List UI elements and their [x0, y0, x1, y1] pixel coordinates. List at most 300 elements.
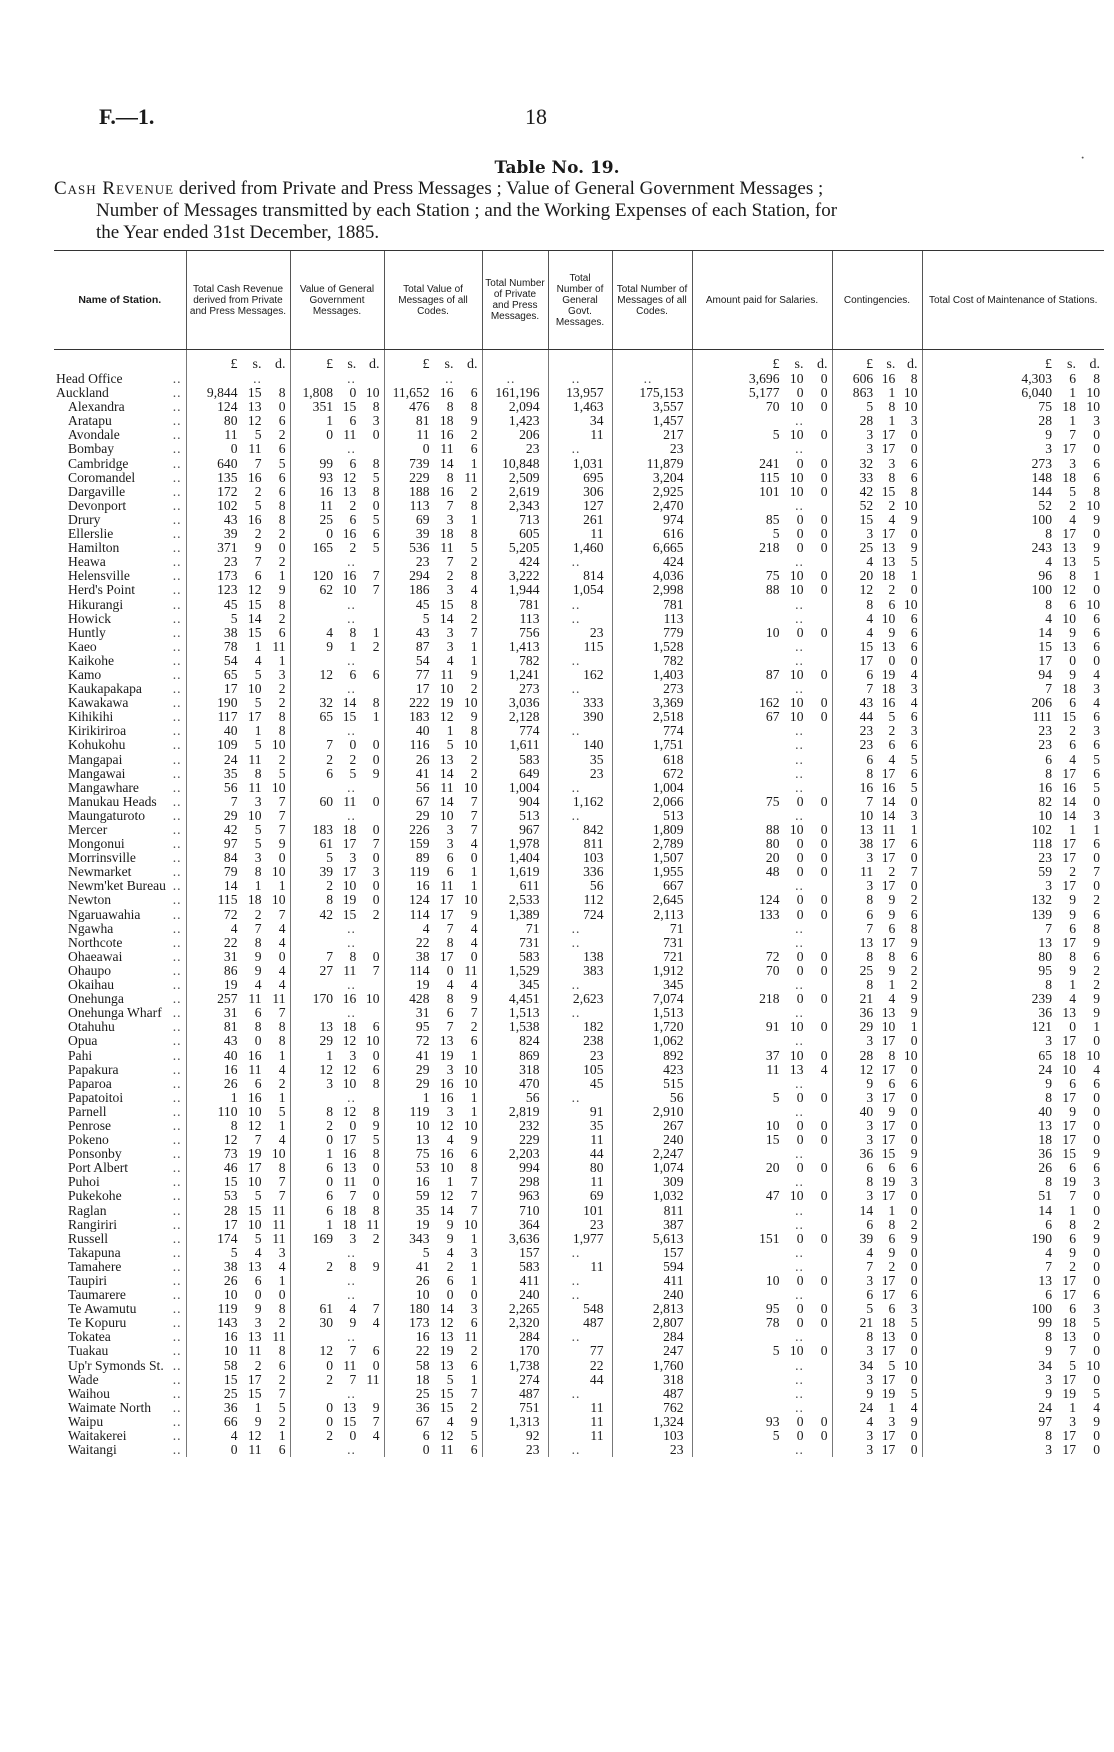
table-row: [54, 710, 1104, 724]
count-cell: 127: [548, 499, 612, 513]
money-cell: 16 11 1: [384, 879, 482, 893]
money-cell: 58 2 6: [186, 1359, 290, 1373]
count-cell: 411: [612, 1274, 692, 1288]
count-cell: 1,054: [548, 583, 612, 597]
money-cell: 11 2 7: [832, 865, 922, 879]
money-cell: 6 19 4: [832, 668, 922, 682]
money-cell: ..: [692, 1387, 832, 1401]
header-row: [54, 251, 1104, 350]
count-cell: 814: [548, 569, 612, 583]
money-cell: ..: [290, 555, 384, 569]
money-cell: 86 9 4: [186, 964, 290, 978]
count-cell: 3,557: [612, 400, 692, 414]
money-cell: 343 9 1: [384, 1232, 482, 1246]
money-cell: 4 10 6: [922, 612, 1104, 626]
money-cell: 13 18 6: [290, 1020, 384, 1034]
money-cell: ..: [692, 654, 832, 668]
money-cell: 3 17 0: [922, 1373, 1104, 1387]
count-cell: 515: [612, 1077, 692, 1091]
station-name-cell: Okaihau ..: [68, 978, 182, 993]
station-name-cell: Taupiri ..: [68, 1274, 182, 1288]
count-cell: 1,162: [548, 795, 612, 809]
money-cell: 79 8 10: [186, 865, 290, 879]
money-cell: 8 19 3: [922, 1175, 1104, 1189]
money-cell: 59 2 7: [922, 865, 1104, 879]
units-row: [54, 350, 1104, 373]
count-cell: 1,403: [612, 668, 692, 682]
count-cell: 11: [548, 1429, 612, 1443]
station-name-cell: Ohaupo ..: [68, 963, 182, 978]
count-cell: 1,955: [612, 865, 692, 879]
money-cell: 109 5 10: [186, 738, 290, 752]
units-cell: £ s. d.: [290, 350, 384, 373]
money-cell: ..: [290, 1387, 384, 1401]
count-cell: 411: [482, 1274, 548, 1288]
table-row: [54, 527, 1104, 541]
money-cell: 62 10 7: [290, 583, 384, 597]
count-cell: 309: [612, 1175, 692, 1189]
count-cell: 56: [482, 1091, 548, 1105]
money-cell: ..: [692, 1359, 832, 1373]
station-name-cell: Morrinsville ..: [68, 851, 182, 866]
money-cell: 35 14 7: [384, 1204, 482, 1218]
count-cell: 782: [612, 654, 692, 668]
column-header-1: Total Cash Revenue derived from Private and Press Messages.: [186, 251, 290, 350]
money-cell: 36 15 9: [922, 1147, 1104, 1161]
money-cell: ..: [692, 1175, 832, 1189]
money-cell: ..: [290, 1274, 384, 1288]
money-cell: 81 8 8: [186, 1020, 290, 1034]
money-cell: 80 0 0: [692, 837, 832, 851]
station-name-cell: Cambridge ..: [68, 456, 182, 471]
money-cell: 23 7 2: [186, 555, 290, 569]
money-cell: 15 17 2: [186, 1373, 290, 1387]
money-cell: 61 4 7: [290, 1302, 384, 1316]
money-cell: 10 0 0: [692, 626, 832, 640]
station-name-cell: Onehunga ..: [68, 992, 182, 1007]
money-cell: 294 2 8: [384, 569, 482, 583]
count-cell: 44: [548, 1373, 612, 1387]
count-cell: 1,404: [482, 851, 548, 865]
money-cell: 183 18 0: [290, 823, 384, 837]
count-cell: 175,153: [612, 386, 692, 400]
count-cell: 2,265: [482, 1302, 548, 1316]
money-cell: ..: [692, 738, 832, 752]
money-cell: 41 19 1: [384, 1049, 482, 1063]
table-row: [54, 386, 1104, 400]
money-cell: 12 6 6: [290, 668, 384, 682]
count-cell: 618: [612, 753, 692, 767]
money-cell: 56 11 10: [384, 781, 482, 795]
money-cell: ..: [692, 612, 832, 626]
money-cell: 173 12 6: [384, 1316, 482, 1330]
money-cell: 38 17 0: [384, 950, 482, 964]
money-cell: 40 9 0: [922, 1105, 1104, 1119]
money-cell: 36 13 9: [832, 1006, 922, 1020]
money-cell: ..: [692, 1330, 832, 1344]
station-name-cell: Ngawha ..: [68, 921, 182, 936]
count-cell: 113: [612, 612, 692, 626]
money-cell: 0 16 6: [290, 527, 384, 541]
count-cell: 1,004: [482, 781, 548, 795]
money-cell: 5 0 0: [692, 1091, 832, 1105]
station-name-cell: Hikurangi ..: [68, 597, 182, 612]
count-cell: 487: [482, 1387, 548, 1401]
station-name-cell: Russell ..: [68, 1231, 182, 1246]
count-cell: 1,809: [612, 823, 692, 837]
table-row: [54, 1288, 1104, 1302]
money-cell: 190 5 2: [186, 696, 290, 710]
table-row: [54, 992, 1104, 1006]
count-cell: 318: [482, 1063, 548, 1077]
money-cell: 67 14 7: [384, 795, 482, 809]
count-cell: 105: [548, 1063, 612, 1077]
money-cell: ..: [290, 682, 384, 696]
money-cell: 9 6 6: [832, 1077, 922, 1091]
money-cell: ..: [692, 1218, 832, 1232]
station-name-cell: Parnell ..: [68, 1104, 182, 1119]
money-cell: 40 16 1: [186, 1049, 290, 1063]
money-cell: 7 18 3: [832, 682, 922, 696]
money-cell: 7 2 0: [832, 1260, 922, 1274]
money-cell: 36 13 9: [922, 1006, 1104, 1020]
station-name-cell: Penrose ..: [68, 1118, 182, 1133]
money-cell: 3 17 0: [922, 442, 1104, 456]
station-name-cell: Te Awamutu ..: [68, 1302, 182, 1317]
money-cell: 0 11 0: [290, 1359, 384, 1373]
count-cell: 1,463: [548, 400, 612, 414]
money-cell: ..: [692, 753, 832, 767]
money-cell: ..: [290, 1091, 384, 1105]
count-cell: 1,513: [482, 1006, 548, 1020]
station-name-cell: Howick ..: [68, 611, 182, 626]
money-cell: 3 17 0: [922, 1034, 1104, 1048]
count-cell: ..: [548, 1006, 612, 1020]
count-cell: 1,978: [482, 837, 548, 851]
station-name-cell: Up'r Symonds St. ..: [68, 1358, 182, 1373]
money-cell: 22 8 4: [186, 936, 290, 950]
count-cell: ..: [548, 1288, 612, 1302]
money-cell: 81 18 9: [384, 414, 482, 428]
table-row: [54, 781, 1104, 795]
money-cell: 2 0 9: [290, 1119, 384, 1133]
station-name-cell: Newton ..: [68, 893, 182, 908]
count-cell: ..: [548, 555, 612, 569]
money-cell: 226 3 7: [384, 823, 482, 837]
station-name-cell: Mongonui ..: [68, 837, 182, 852]
count-cell: 101: [548, 1204, 612, 1218]
money-cell: 18 17 0: [922, 1133, 1104, 1147]
money-cell: 16 16 5: [832, 781, 922, 795]
count-cell: 284: [482, 1330, 548, 1344]
money-cell: 85 0 0: [692, 513, 832, 527]
count-cell: 782: [482, 654, 548, 668]
money-cell: 16 13 8: [290, 485, 384, 499]
count-cell: 842: [548, 823, 612, 837]
count-cell: 583: [482, 950, 548, 964]
station-name-cell: Kaikohe ..: [68, 653, 182, 668]
count-cell: ..: [482, 372, 548, 386]
table-row: [54, 1274, 1104, 1288]
count-cell: 1,313: [482, 1415, 548, 1429]
money-cell: ..: [290, 654, 384, 668]
count-cell: 45: [548, 1077, 612, 1091]
money-cell: 6 13 0: [290, 1161, 384, 1175]
money-cell: 29 3 10: [384, 1063, 482, 1077]
count-cell: 35: [548, 753, 612, 767]
money-cell: 8 19 0: [290, 893, 384, 907]
money-cell: 17 10 2: [384, 682, 482, 696]
money-cell: 40 9 0: [832, 1105, 922, 1119]
money-cell: 72 0 0: [692, 950, 832, 964]
money-cell: 0 11 6: [186, 442, 290, 456]
money-cell: 29 10 1: [832, 1020, 922, 1034]
units-blank-cell: [548, 350, 612, 373]
money-cell: 26 6 2: [186, 1077, 290, 1091]
money-cell: 14 1 0: [832, 1204, 922, 1218]
money-cell: 4 9 0: [832, 1246, 922, 1260]
revenue-table-container: [54, 250, 1104, 1457]
money-cell: 23 6 6: [832, 738, 922, 752]
count-cell: 273: [612, 682, 692, 696]
count-cell: 721: [612, 950, 692, 964]
column-header-7: Amount paid for Salaries.: [692, 251, 832, 350]
money-cell: 10 14 3: [922, 809, 1104, 823]
count-cell: 1,062: [612, 1034, 692, 1048]
count-cell: 318: [612, 1373, 692, 1387]
money-cell: 7 3 7: [186, 795, 290, 809]
station-name-cell: Waitakerei ..: [68, 1429, 182, 1444]
money-cell: ..: [692, 1401, 832, 1415]
money-cell: 25 15 7: [384, 1387, 482, 1401]
count-cell: 333: [548, 696, 612, 710]
count-cell: 1,912: [612, 964, 692, 978]
count-cell: 112: [548, 893, 612, 907]
count-cell: 513: [612, 809, 692, 823]
count-cell: ..: [548, 978, 612, 992]
table-row: [54, 795, 1104, 809]
money-cell: 65 5 3: [186, 668, 290, 682]
count-cell: 182: [548, 1020, 612, 1034]
table-row: [54, 1415, 1104, 1429]
count-cell: 34: [548, 414, 612, 428]
money-cell: 606 16 8: [832, 372, 922, 386]
money-cell: 863 1 10: [832, 386, 922, 400]
table-row: [54, 1077, 1104, 1091]
money-cell: 9 7 0: [922, 428, 1104, 442]
money-cell: 78 1 11: [186, 640, 290, 654]
money-cell: ..: [692, 1260, 832, 1274]
money-cell: ..: [692, 1288, 832, 1302]
money-cell: ..: [692, 499, 832, 513]
station-name-cell: Opua ..: [68, 1034, 182, 1049]
money-cell: 15 4 9: [832, 513, 922, 527]
table-row: [54, 1119, 1104, 1133]
count-cell: 103: [548, 851, 612, 865]
money-cell: 80 12 6: [186, 414, 290, 428]
count-cell: 1,529: [482, 964, 548, 978]
money-cell: 5,177 0 0: [692, 386, 832, 400]
station-name-cell: Auckland ..: [56, 386, 182, 401]
money-cell: 351 15 8: [290, 400, 384, 414]
money-cell: 0 17 5: [290, 1133, 384, 1147]
money-cell: 9 7 0: [922, 1344, 1104, 1358]
money-cell: 116 5 10: [384, 738, 482, 752]
money-cell: 7 0 0: [290, 738, 384, 752]
money-cell: 25 15 7: [186, 1387, 290, 1401]
money-cell: ..: [692, 767, 832, 781]
count-cell: 2,533: [482, 893, 548, 907]
money-cell: 241 0 0: [692, 457, 832, 471]
money-cell: 188 16 2: [384, 485, 482, 499]
count-cell: 424: [482, 555, 548, 569]
count-cell: ..: [548, 936, 612, 950]
table-row: [54, 738, 1104, 752]
money-cell: 22 19 2: [384, 1344, 482, 1358]
table-row: [54, 851, 1104, 865]
money-cell: 53 5 7: [186, 1189, 290, 1203]
money-cell: 4 7 4: [186, 922, 290, 936]
table-caption: [54, 178, 1104, 244]
table-row: [54, 569, 1104, 583]
station-name-cell: Drury ..: [68, 512, 182, 527]
count-cell: ..: [548, 809, 612, 823]
money-cell: 54 4 1: [384, 654, 482, 668]
money-cell: 21 4 9: [832, 992, 922, 1006]
money-cell: 169 3 2: [290, 1232, 384, 1246]
count-cell: 229: [482, 1133, 548, 1147]
count-cell: 2,470: [612, 499, 692, 513]
money-cell: 77 11 9: [384, 668, 482, 682]
money-cell: 38 13 4: [186, 1260, 290, 1274]
station-name-cell: Wade ..: [68, 1372, 182, 1387]
money-cell: 7 2 0: [922, 1260, 1104, 1274]
money-cell: 5 0 0: [692, 527, 832, 541]
money-cell: 8 12 8: [290, 1105, 384, 1119]
money-cell: 6 4 5: [922, 753, 1104, 767]
count-cell: 11: [548, 1401, 612, 1415]
money-cell: 114 0 11: [384, 964, 482, 978]
money-cell: 0 13 9: [290, 1401, 384, 1415]
count-cell: 2,807: [612, 1316, 692, 1330]
count-cell: 11: [548, 1133, 612, 1147]
money-cell: 53 10 8: [384, 1161, 482, 1175]
money-cell: 89 6 0: [384, 851, 482, 865]
count-cell: 1,413: [482, 640, 548, 654]
money-cell: 139 9 6: [922, 908, 1104, 922]
money-cell: 8 12 1: [186, 1119, 290, 1133]
money-cell: ..: [692, 809, 832, 823]
table-row: [54, 1302, 1104, 1316]
count-cell: 103: [612, 1429, 692, 1443]
count-cell: 710: [482, 1204, 548, 1218]
count-cell: 11: [548, 428, 612, 442]
money-cell: 82 14 0: [922, 795, 1104, 809]
money-cell: ..: [290, 372, 384, 386]
count-cell: 423: [612, 1063, 692, 1077]
money-cell: 4 9 0: [922, 1246, 1104, 1260]
table-row: [54, 372, 1104, 386]
money-cell: 100 12 0: [922, 583, 1104, 597]
count-cell: 13,957: [548, 386, 612, 400]
money-cell: 29 10 7: [186, 809, 290, 823]
money-cell: 183 12 9: [384, 710, 482, 724]
money-cell: 26 6 1: [384, 1274, 482, 1288]
table-row: [54, 414, 1104, 428]
money-cell: 100 6 3: [922, 1302, 1104, 1316]
money-cell: 28 8 10: [832, 1049, 922, 1063]
count-cell: ..: [548, 654, 612, 668]
money-cell: 17 10 11: [186, 1218, 290, 1232]
table-row: [54, 1020, 1104, 1034]
table-row: [54, 809, 1104, 823]
count-cell: 731: [482, 936, 548, 950]
money-cell: 18 5 1: [384, 1373, 482, 1387]
money-cell: 8 1 2: [922, 978, 1104, 992]
count-cell: 170: [482, 1344, 548, 1358]
count-cell: 2,343: [482, 499, 548, 513]
station-name-cell: Helensville ..: [68, 569, 182, 584]
revenue-table: [54, 250, 1104, 1457]
units-cell: £ s. d.: [692, 350, 832, 373]
money-cell: 40 1 8: [384, 724, 482, 738]
table-row: [54, 668, 1104, 682]
money-cell: 16 13 11: [384, 1330, 482, 1344]
money-cell: 0 11 6: [186, 1443, 290, 1457]
table-row: [54, 400, 1104, 414]
money-cell: 135 16 6: [186, 471, 290, 485]
count-cell: 157: [612, 1246, 692, 1260]
count-cell: 7,074: [612, 992, 692, 1006]
money-cell: ..: [290, 1246, 384, 1260]
money-cell: 14 1 1: [186, 879, 290, 893]
count-cell: 23: [548, 767, 612, 781]
count-cell: 298: [482, 1175, 548, 1189]
money-cell: 13 17 9: [832, 936, 922, 950]
money-cell: 115 18 10: [186, 893, 290, 907]
table-row: [54, 457, 1104, 471]
count-cell: 470: [482, 1077, 548, 1091]
count-cell: 364: [482, 1218, 548, 1232]
money-cell: 159 3 4: [384, 837, 482, 851]
money-cell: ..: [290, 809, 384, 823]
station-name-cell: Huntly ..: [68, 625, 182, 640]
money-cell: ..: [290, 936, 384, 950]
count-cell: 2,623: [548, 992, 612, 1006]
count-cell: 2,066: [612, 795, 692, 809]
count-cell: ..: [548, 1246, 612, 1260]
count-cell: 3,369: [612, 696, 692, 710]
money-cell: 12 17 0: [832, 1063, 922, 1077]
money-cell: 3 17 0: [832, 1133, 922, 1147]
money-cell: 110 10 5: [186, 1105, 290, 1119]
money-cell: 21 18 5: [832, 1316, 922, 1330]
money-cell: 100 4 9: [922, 513, 1104, 527]
count-cell: 811: [612, 1204, 692, 1218]
money-cell: 6 12 5: [384, 1429, 482, 1443]
count-cell: 92: [482, 1429, 548, 1443]
count-cell: 762: [612, 1401, 692, 1415]
count-cell: 23: [482, 1443, 548, 1457]
count-cell: 594: [612, 1260, 692, 1274]
money-cell: 99 6 8: [290, 457, 384, 471]
money-cell: ..: [692, 1006, 832, 1020]
count-cell: 23: [482, 442, 548, 456]
money-cell: 2 10 0: [290, 879, 384, 893]
count-cell: 387: [612, 1218, 692, 1232]
money-cell: 8 17 6: [832, 767, 922, 781]
money-cell: 44 5 6: [832, 710, 922, 724]
